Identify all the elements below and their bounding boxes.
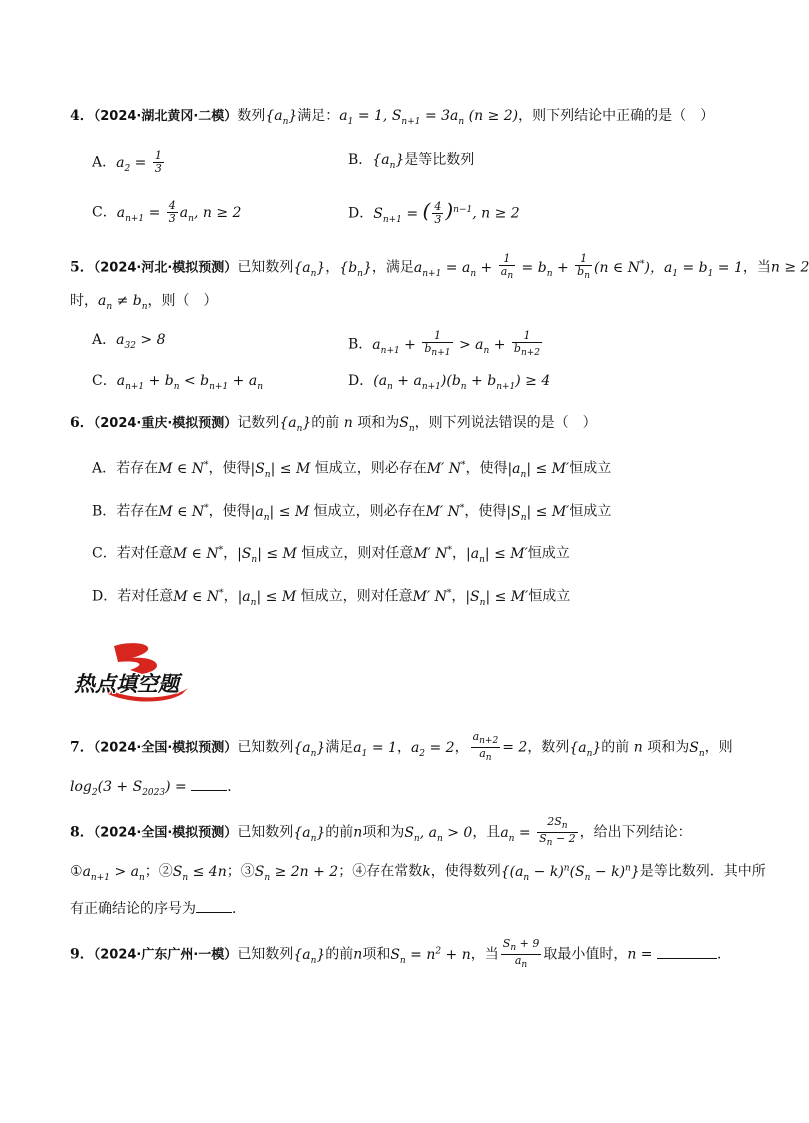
q6-option-c[interactable]: C．若对任意M ∈ N*，$|S_n| \le M$ 恒成立，则对任意M′ N*，$|a_n| \le M'$恒成立	[92, 545, 570, 565]
answer-blank[interactable]	[191, 776, 227, 791]
question-7-line2: $\log_2(3 + S_{2023})$ = ．	[70, 776, 241, 803]
question-source: （2024·湖北黄冈·二模）	[93, 109, 238, 124]
q6-option-d[interactable]: D．若对任意M ∈ N*，$|a_n| \le M$ 恒成立，则对任意M′ N*，$|S_n| \le M'$恒成立	[92, 588, 571, 608]
q5-option-d[interactable]: D．$(a_n + a_{n+1})(b_n + b_{n+1}) \ge 4$	[348, 373, 551, 392]
question-8-stem: 8．（2024·全国·模拟预测）已知数列$\{a_n\}$的前n项和为$S_n$, $a_n > 0$，且$a_n$ = $\frac{2S_n}{S_n - 2}$ ，给出下列结论：	[70, 815, 692, 849]
question-8-line3: 有正确结论的序号为 ．	[70, 898, 246, 919]
section-badge-hot-fill-in	[70, 640, 198, 704]
q5-option-b[interactable]: B．$a_{n+1}$ + $\frac{1}{b_{n+1}}$ > $a_n$ + $\frac{1}{b_{n+2}}$	[348, 329, 541, 359]
q6-option-b[interactable]: B．若存在M ∈ N*，使得$|a_n| \le M$ 恒成立，则必存在M′ N*，使得$|S_n| \le M'$恒成立	[92, 503, 612, 523]
section-badge-text: 热点填空题	[74, 672, 179, 696]
question-7-stem: 7．（2024·全国·模拟预测）已知数列$\{a_n\}$满足$a_1 = 1$，$a_2 = 2$， $\frac{a_{n+2}}{a_n}$ = 2，数列$\{a_n\}$的前 n 项和为$S_n$，则	[70, 730, 733, 764]
answer-blank[interactable]	[657, 944, 717, 959]
q5-option-c[interactable]: C．$a_{n+1} + b_n < b_{n+1} + a_n$	[92, 373, 263, 392]
question-6-stem: 6．（2024·重庆·模拟预测）记数列$\{a_n\}$的前 n 项和为$S_n$，则下列说法错误的是（ ）	[70, 415, 597, 434]
math-condition: $a_1 = 1$, $S_{n+1} = 3a_n$ (n ≥ 2)	[339, 108, 519, 127]
q4-option-c[interactable]: C．$a_{n+1}$ = $\frac{4}{3}$ $a_n$, n ≥ 2	[92, 199, 242, 225]
answer-blank[interactable]	[196, 898, 232, 913]
question-5-stem: 5．（2024·河北·模拟预测）已知数列$\{a_n\}$，$\{b_n\}$，满足$a_{n+1} = a_n$ + $\frac{1}{a_n}$ = $b_n$ + $\frac{1}{b_n}$ (n ∈ N*)，$a_1 = b_1 = 1$，当n ≥ 2	[70, 252, 809, 282]
q4-option-b[interactable]: B．$\{a_n\}$是等比数列	[348, 152, 475, 171]
fraction: $\frac{1}{3}$	[154, 149, 162, 175]
q4-option-d[interactable]: D．$S_{n+1}$ = ( $\frac{4}{3}$ )$^{n-1}$, n ≥ 2	[348, 198, 520, 227]
q6-option-a[interactable]: A．若存在M ∈ N*，使得$|S_n| \le M$ 恒成立，则必存在M′ N*，使得$|a_n| \le M'$恒成立	[92, 460, 612, 480]
q4-option-a[interactable]: A．$a_2$ = $\frac{1}{3}$	[92, 149, 162, 175]
q5-option-a[interactable]: A．$a_{32} > 8$	[92, 332, 166, 351]
question-number: 4．	[70, 108, 94, 124]
question-8-line2: $①a_{n+1} > a_n$；$②S_n \le 4n$；$③S_n \ge 2n + 2$；④存在常数k，使得数列$\{(a_n - k)^n(S_n - k)^n\}$是等比数列．其中所	[70, 863, 766, 883]
question-4-stem: 4．（2024·湖北黄冈·二模）数列$\{a_n\}$满足：$a_1 = 1$, $S_{n+1} = 3a_n$ (n ≥ 2)，则下列结论中正确的是（ ）	[70, 108, 715, 127]
math-seq-a: $\{a_n\}$	[265, 108, 298, 127]
question-5-line2: 时，$a_n \ne b_n$，则（ ）	[70, 293, 218, 312]
question-9-stem: 9．（2024·广东广州·一模）已知数列$\{a_n\}$的前n项和$S_n = n^2 + n$，当 $\frac{S_n + 9}{a_n}$ 取最小值时，n = ．	[70, 937, 731, 971]
